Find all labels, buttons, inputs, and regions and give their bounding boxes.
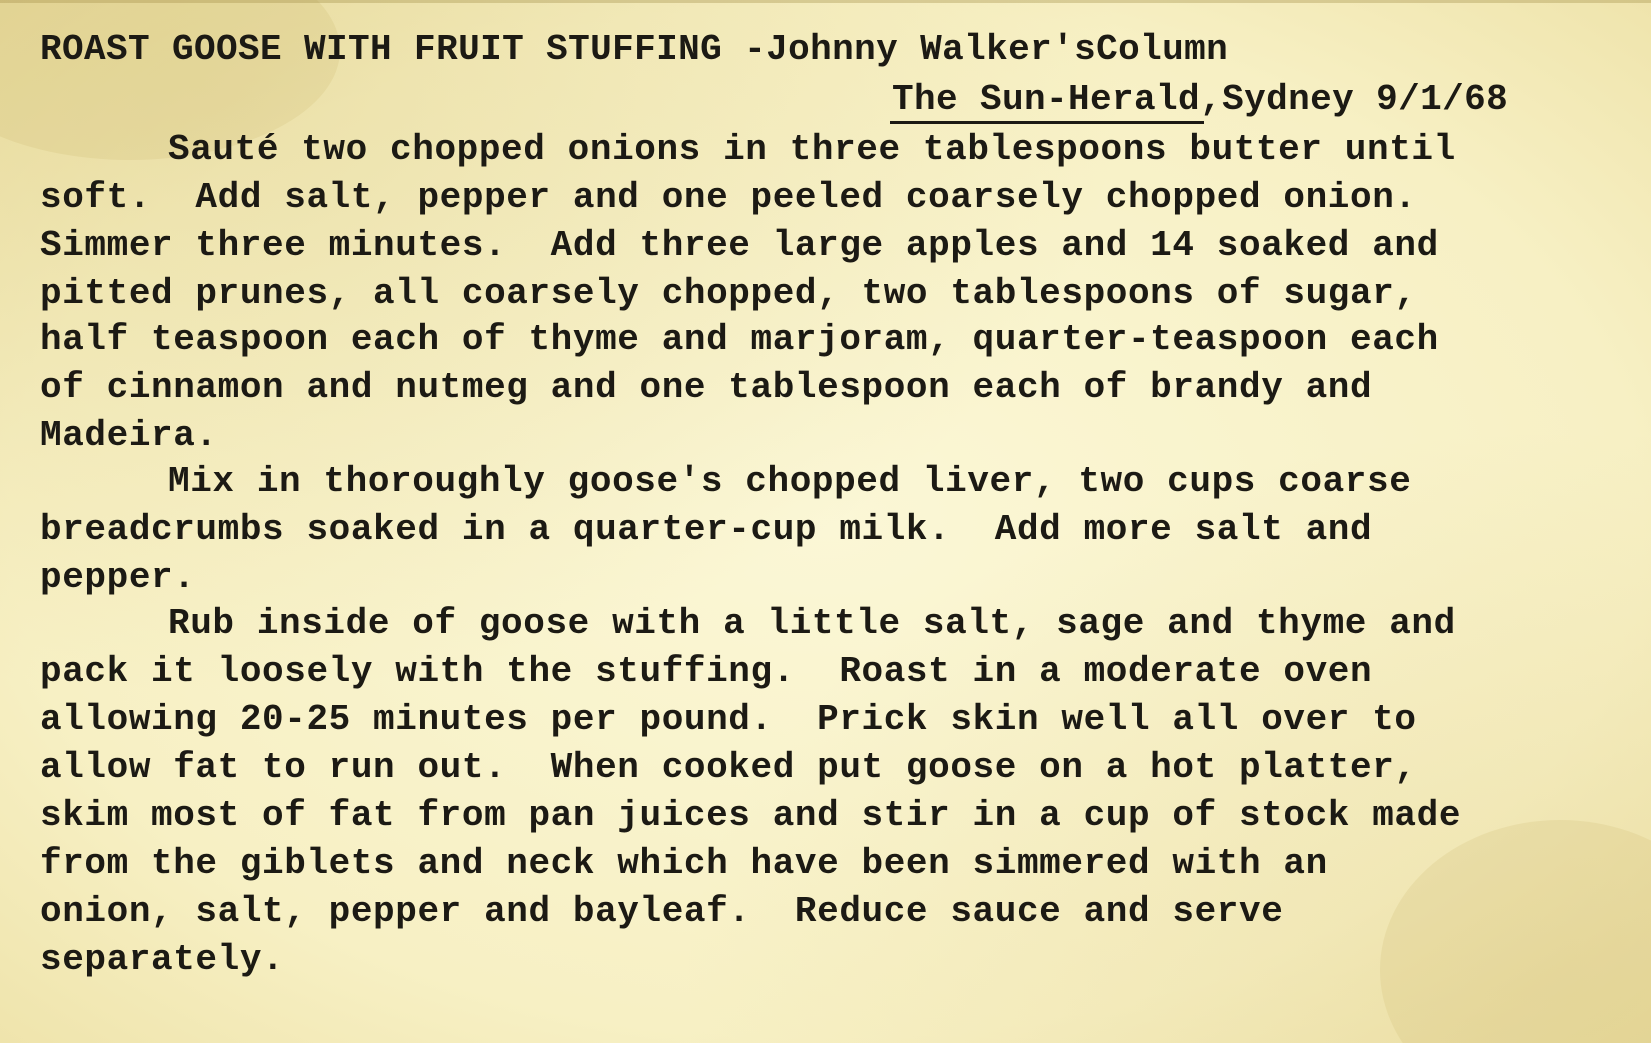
paragraph-1-line-1: Sauté two chopped onions in three tablespoons butter until <box>168 129 1456 170</box>
paragraph-1-line-4: pitted prunes, all coarsely chopped, two tablespoons of sugar, <box>40 273 1417 314</box>
paragraph-3-line-5: skim most of fat from pan juices and stir in a cup of stock made <box>40 795 1462 836</box>
paragraph-1-line-7: Madeira. <box>40 415 218 456</box>
paragraph-1-line-5: half teaspoon each of thyme and marjoram, quarter-teaspoon each <box>40 319 1439 360</box>
recipe-title: ROAST GOOSE WITH FRUIT STUFFING -Johnny Walker'sColumn <box>40 29 1229 70</box>
paragraph-1-line-3: Simmer three minutes. Add three large apples and 14 soaked and <box>40 225 1439 266</box>
paragraph-3-line-3: allowing 20-25 minutes per pound. Prick skin well all over to <box>40 699 1417 740</box>
paragraph-3-line-4: allow fat to run out. When cooked put goose on a hot platter, <box>40 747 1417 788</box>
paragraph-2-line-1: Mix in thoroughly goose's chopped liver, two cups coarse <box>168 461 1412 502</box>
source-place-date: ,Sydney 9/1/68 <box>1200 79 1509 120</box>
paragraph-3-line-1: Rub inside of goose with a little salt, sage and thyme and <box>168 603 1456 644</box>
paragraph-1-line-2: soft. Add salt, pepper and one peeled coarsely chopped onion. <box>40 177 1417 218</box>
paragraph-3-line-7: onion, salt, pepper and bayleaf. Reduce sauce and serve <box>40 891 1284 932</box>
source-line <box>892 79 1509 120</box>
paragraph-2-line-2: breadcrumbs soaked in a quarter-cup milk. Add more salt and <box>40 509 1373 550</box>
paper-edge <box>0 0 1651 3</box>
paper-stain <box>1380 820 1651 1043</box>
paragraph-3-line-6: from the giblets and neck which have been simmered with an <box>40 843 1328 884</box>
paragraph-2-line-3: pepper. <box>40 557 196 598</box>
paragraph-3-line-8: separately. <box>40 939 285 980</box>
paragraph-1-line-6: of cinnamon and nutmeg and one tablespoon each of brandy and <box>40 367 1373 408</box>
newspaper-name: The Sun-Herald <box>892 79 1201 120</box>
paragraph-3-line-2: pack it loosely with the stuffing. Roast in a moderate oven <box>40 651 1373 692</box>
